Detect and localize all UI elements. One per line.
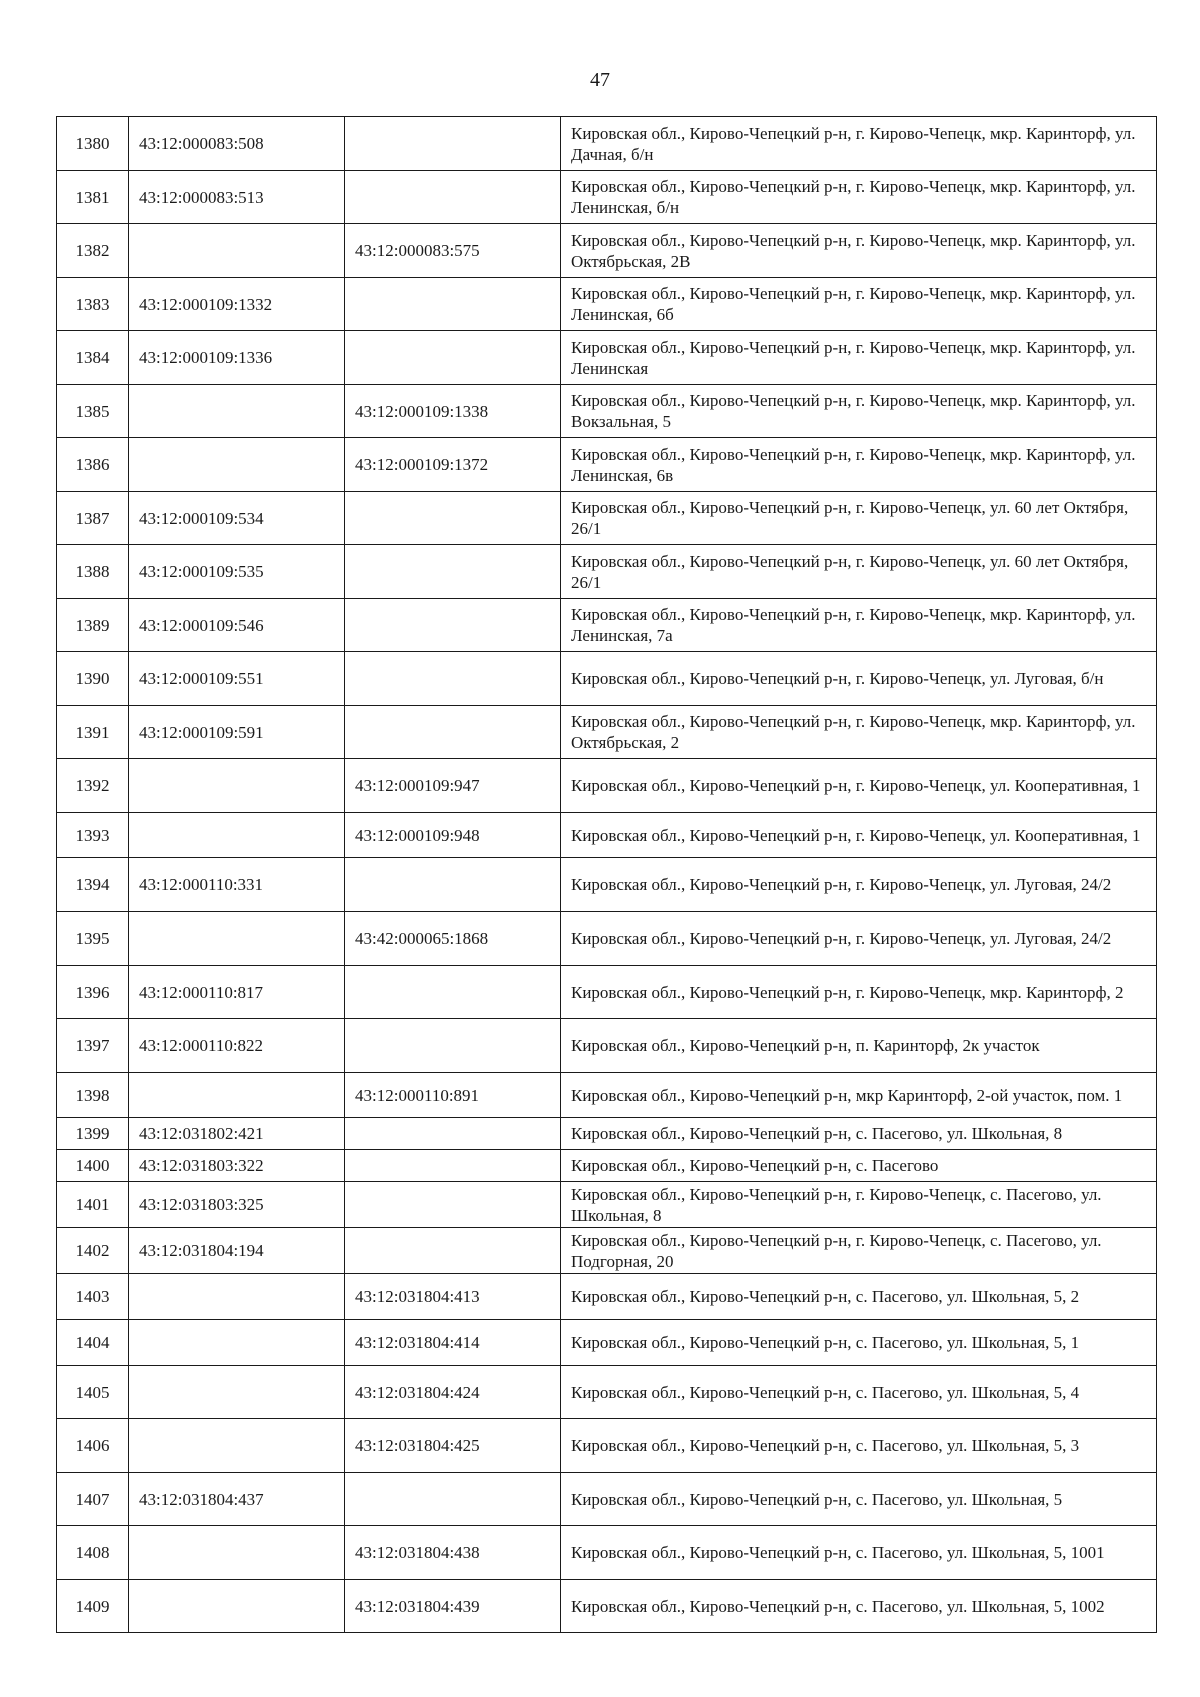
cadastral-number-primary: 43:12:000110:331 <box>129 858 345 912</box>
cadastral-number-primary: 43:12:031804:437 <box>129 1473 345 1526</box>
cadastral-number-secondary <box>345 1182 561 1228</box>
address-cell: Кировская обл., Кирово-Чепецкий р-н, г. Кирово-Чепецк, ул. Кооперативная, 1 <box>561 759 1157 813</box>
address-cell: Кировская обл., Кирово-Чепецкий р-н, с. Пасегово, ул. Школьная, 5, 1002 <box>561 1580 1157 1633</box>
row-number: 1407 <box>57 1473 129 1526</box>
cadastral-number-secondary: 43:12:031804:413 <box>345 1274 561 1320</box>
cadastral-number-primary <box>129 759 345 813</box>
table-row <box>57 117 1157 171</box>
table-row <box>57 813 1157 858</box>
cadastral-number-secondary <box>345 652 561 706</box>
cadastral-number-secondary <box>345 331 561 385</box>
table-row <box>57 1228 1157 1274</box>
table-row <box>57 1274 1157 1320</box>
row-number: 1409 <box>57 1580 129 1633</box>
table-row <box>57 1580 1157 1633</box>
cadastral-number-secondary <box>345 278 561 331</box>
cadastral-number-secondary: 43:12:031804:439 <box>345 1580 561 1633</box>
cadastral-number-secondary <box>345 706 561 759</box>
registry-table <box>56 116 1157 1633</box>
address-cell: Кировская обл., Кирово-Чепецкий р-н, г. Кирово-Чепецк, мкр. Каринторф, ул. Ленинская, 7а <box>561 599 1157 652</box>
table-row <box>57 858 1157 912</box>
cadastral-number-primary <box>129 1419 345 1473</box>
address-cell: Кировская обл., Кирово-Чепецкий р-н, г. Кирово-Чепецк, мкр. Каринторф, ул. Дачная, б/н <box>561 117 1157 171</box>
row-number: 1381 <box>57 171 129 224</box>
cadastral-number-secondary: 43:12:031804:425 <box>345 1419 561 1473</box>
address-cell: Кировская обл., Кирово-Чепецкий р-н, г. Кирово-Чепецк, ул. 60 лет Октября, 26/1 <box>561 492 1157 545</box>
cadastral-number-secondary <box>345 858 561 912</box>
table-row <box>57 1019 1157 1073</box>
address-cell: Кировская обл., Кирово-Чепецкий р-н, г. Кирово-Чепецк, ул. Луговая, 24/2 <box>561 858 1157 912</box>
address-cell: Кировская обл., Кирово-Чепецкий р-н, г. Кирово-Чепецк, мкр. Каринторф, ул. Ленинская <box>561 331 1157 385</box>
table-row <box>57 331 1157 385</box>
address-cell: Кировская обл., Кирово-Чепецкий р-н, г. Кирово-Чепецк, мкр. Каринторф, ул. Октябрьская, 2 <box>561 706 1157 759</box>
table-row <box>57 385 1157 438</box>
address-cell: Кировская обл., Кирово-Чепецкий р-н, г. Кирово-Чепецк, мкр. Каринторф, 2 <box>561 966 1157 1019</box>
table-row <box>57 1366 1157 1419</box>
cadastral-number-primary: 43:12:031803:322 <box>129 1150 345 1182</box>
cadastral-number-primary: 43:12:000109:535 <box>129 545 345 599</box>
address-cell: Кировская обл., Кирово-Чепецкий р-н, с. Пасегово, ул. Школьная, 8 <box>561 1118 1157 1150</box>
cadastral-number-primary: 43:12:000109:551 <box>129 652 345 706</box>
cadastral-number-secondary <box>345 1118 561 1150</box>
cadastral-number-primary <box>129 1580 345 1633</box>
row-number: 1391 <box>57 706 129 759</box>
page-number: 47 <box>590 69 610 91</box>
cadastral-number-secondary: 43:12:000109:1338 <box>345 385 561 438</box>
row-number: 1400 <box>57 1150 129 1182</box>
address-cell: Кировская обл., Кирово-Чепецкий р-н, п. Каринторф, 2к участок <box>561 1019 1157 1073</box>
row-number: 1389 <box>57 599 129 652</box>
cadastral-number-primary: 43:12:031804:194 <box>129 1228 345 1274</box>
row-number: 1382 <box>57 224 129 278</box>
table-row <box>57 1150 1157 1182</box>
cadastral-number-secondary: 43:12:031804:414 <box>345 1320 561 1366</box>
row-number: 1394 <box>57 858 129 912</box>
table-row <box>57 1419 1157 1473</box>
address-cell: Кировская обл., Кирово-Чепецкий р-н, с. Пасегово, ул. Школьная, 5 <box>561 1473 1157 1526</box>
table-row <box>57 171 1157 224</box>
cadastral-number-primary: 43:12:000109:1336 <box>129 331 345 385</box>
cadastral-number-secondary: 43:12:031804:438 <box>345 1526 561 1580</box>
row-number: 1398 <box>57 1073 129 1118</box>
table-row <box>57 492 1157 545</box>
address-cell: Кировская обл., Кирово-Чепецкий р-н, г. Кирово-Чепецк, ул. Луговая, 24/2 <box>561 912 1157 966</box>
table-row <box>57 706 1157 759</box>
table-row <box>57 545 1157 599</box>
cadastral-number-primary: 43:12:000109:591 <box>129 706 345 759</box>
cadastral-number-primary <box>129 1366 345 1419</box>
cadastral-number-secondary <box>345 492 561 545</box>
row-number: 1388 <box>57 545 129 599</box>
row-number: 1399 <box>57 1118 129 1150</box>
row-number: 1404 <box>57 1320 129 1366</box>
cadastral-number-primary <box>129 438 345 492</box>
cadastral-number-primary <box>129 1320 345 1366</box>
cadastral-number-primary: 43:12:000110:822 <box>129 1019 345 1073</box>
table-row <box>57 966 1157 1019</box>
address-cell: Кировская обл., Кирово-Чепецкий р-н, с. Пасегово, ул. Школьная, 5, 1 <box>561 1320 1157 1366</box>
table-row <box>57 1526 1157 1580</box>
cadastral-number-secondary: 43:12:000110:891 <box>345 1073 561 1118</box>
table-row <box>57 1182 1157 1228</box>
address-cell: Кировская обл., Кирово-Чепецкий р-н, г. Кирово-Чепецк, мкр. Каринторф, ул. Ленинская, б/н <box>561 171 1157 224</box>
table-row <box>57 599 1157 652</box>
address-cell: Кировская обл., Кирово-Чепецкий р-н, г. Кирово-Чепецк, мкр. Каринторф, ул. Вокзальная, 5 <box>561 385 1157 438</box>
table-row <box>57 1473 1157 1526</box>
row-number: 1387 <box>57 492 129 545</box>
address-cell: Кировская обл., Кирово-Чепецкий р-н, г. Кирово-Чепецк, ул. Луговая, б/н <box>561 652 1157 706</box>
table-row <box>57 912 1157 966</box>
cadastral-number-secondary <box>345 545 561 599</box>
cadastral-number-primary: 43:12:000083:513 <box>129 171 345 224</box>
cadastral-number-primary: 43:12:000110:817 <box>129 966 345 1019</box>
cadastral-number-primary: 43:12:000109:546 <box>129 599 345 652</box>
table-row <box>57 224 1157 278</box>
table-row <box>57 438 1157 492</box>
cadastral-number-primary: 43:12:031802:421 <box>129 1118 345 1150</box>
row-number: 1390 <box>57 652 129 706</box>
table-row <box>57 1118 1157 1150</box>
address-cell: Кировская обл., Кирово-Чепецкий р-н, г. Кирово-Чепецк, мкр. Каринторф, ул. Октябрьская, 2В <box>561 224 1157 278</box>
cadastral-number-secondary: 43:12:000083:575 <box>345 224 561 278</box>
cadastral-number-primary: 43:12:031803:325 <box>129 1182 345 1228</box>
cadastral-number-secondary <box>345 117 561 171</box>
cadastral-number-primary <box>129 224 345 278</box>
cadastral-number-primary <box>129 1526 345 1580</box>
table-row <box>57 278 1157 331</box>
row-number: 1393 <box>57 813 129 858</box>
address-cell: Кировская обл., Кирово-Чепецкий р-н, мкр Каринторф, 2-ой участок, пом. 1 <box>561 1073 1157 1118</box>
cadastral-number-secondary: 43:12:000109:947 <box>345 759 561 813</box>
cadastral-number-secondary <box>345 1473 561 1526</box>
row-number: 1408 <box>57 1526 129 1580</box>
cadastral-number-primary <box>129 385 345 438</box>
row-number: 1385 <box>57 385 129 438</box>
cadastral-number-secondary: 43:12:031804:424 <box>345 1366 561 1419</box>
row-number: 1401 <box>57 1182 129 1228</box>
cadastral-number-primary <box>129 912 345 966</box>
cadastral-number-secondary <box>345 966 561 1019</box>
table-row <box>57 1073 1157 1118</box>
cadastral-number-primary <box>129 813 345 858</box>
address-cell: Кировская обл., Кирово-Чепецкий р-н, с. Пасегово, ул. Школьная, 5, 2 <box>561 1274 1157 1320</box>
cadastral-number-secondary <box>345 171 561 224</box>
registry-table-body <box>57 117 1157 1633</box>
address-cell: Кировская обл., Кирово-Чепецкий р-н, с. Пасегово, ул. Школьная, 5, 1001 <box>561 1526 1157 1580</box>
address-cell: Кировская обл., Кирово-Чепецкий р-н, с. Пасегово <box>561 1150 1157 1182</box>
cadastral-number-primary: 43:12:000109:1332 <box>129 278 345 331</box>
cadastral-number-secondary: 43:12:000109:1372 <box>345 438 561 492</box>
cadastral-number-primary: 43:12:000083:508 <box>129 117 345 171</box>
address-cell: Кировская обл., Кирово-Чепецкий р-н, г. Кирово-Чепецк, мкр. Каринторф, ул. Ленинская, 6б <box>561 278 1157 331</box>
row-number: 1397 <box>57 1019 129 1073</box>
table-row <box>57 1320 1157 1366</box>
cadastral-number-primary: 43:12:000109:534 <box>129 492 345 545</box>
address-cell: Кировская обл., Кирово-Чепецкий р-н, с. Пасегово, ул. Школьная, 5, 4 <box>561 1366 1157 1419</box>
cadastral-number-secondary <box>345 1019 561 1073</box>
row-number: 1396 <box>57 966 129 1019</box>
row-number: 1405 <box>57 1366 129 1419</box>
cadastral-number-secondary: 43:42:000065:1868 <box>345 912 561 966</box>
row-number: 1395 <box>57 912 129 966</box>
row-number: 1406 <box>57 1419 129 1473</box>
address-cell: Кировская обл., Кирово-Чепецкий р-н, г. Кирово-Чепецк, мкр. Каринторф, ул. Ленинская, 6в <box>561 438 1157 492</box>
address-cell: Кировская обл., Кирово-Чепецкий р-н, г. Кирово-Чепецк, ул. Кооперативная, 1 <box>561 813 1157 858</box>
row-number: 1383 <box>57 278 129 331</box>
row-number: 1380 <box>57 117 129 171</box>
table-row <box>57 759 1157 813</box>
cadastral-number-secondary <box>345 1228 561 1274</box>
table-row <box>57 652 1157 706</box>
address-cell: Кировская обл., Кирово-Чепецкий р-н, г. Кирово-Чепецк, с. Пасегово, ул. Подгорная, 20 <box>561 1228 1157 1274</box>
row-number: 1402 <box>57 1228 129 1274</box>
address-cell: Кировская обл., Кирово-Чепецкий р-н, г. Кирово-Чепецк, с. Пасегово, ул. Школьная, 8 <box>561 1182 1157 1228</box>
cadastral-number-secondary <box>345 599 561 652</box>
row-number: 1386 <box>57 438 129 492</box>
row-number: 1392 <box>57 759 129 813</box>
cadastral-number-primary <box>129 1274 345 1320</box>
cadastral-number-secondary: 43:12:000109:948 <box>345 813 561 858</box>
cadastral-number-primary <box>129 1073 345 1118</box>
row-number: 1384 <box>57 331 129 385</box>
address-cell: Кировская обл., Кирово-Чепецкий р-н, с. Пасегово, ул. Школьная, 5, 3 <box>561 1419 1157 1473</box>
address-cell: Кировская обл., Кирово-Чепецкий р-н, г. Кирово-Чепецк, ул. 60 лет Октября, 26/1 <box>561 545 1157 599</box>
row-number: 1403 <box>57 1274 129 1320</box>
cadastral-number-secondary <box>345 1150 561 1182</box>
